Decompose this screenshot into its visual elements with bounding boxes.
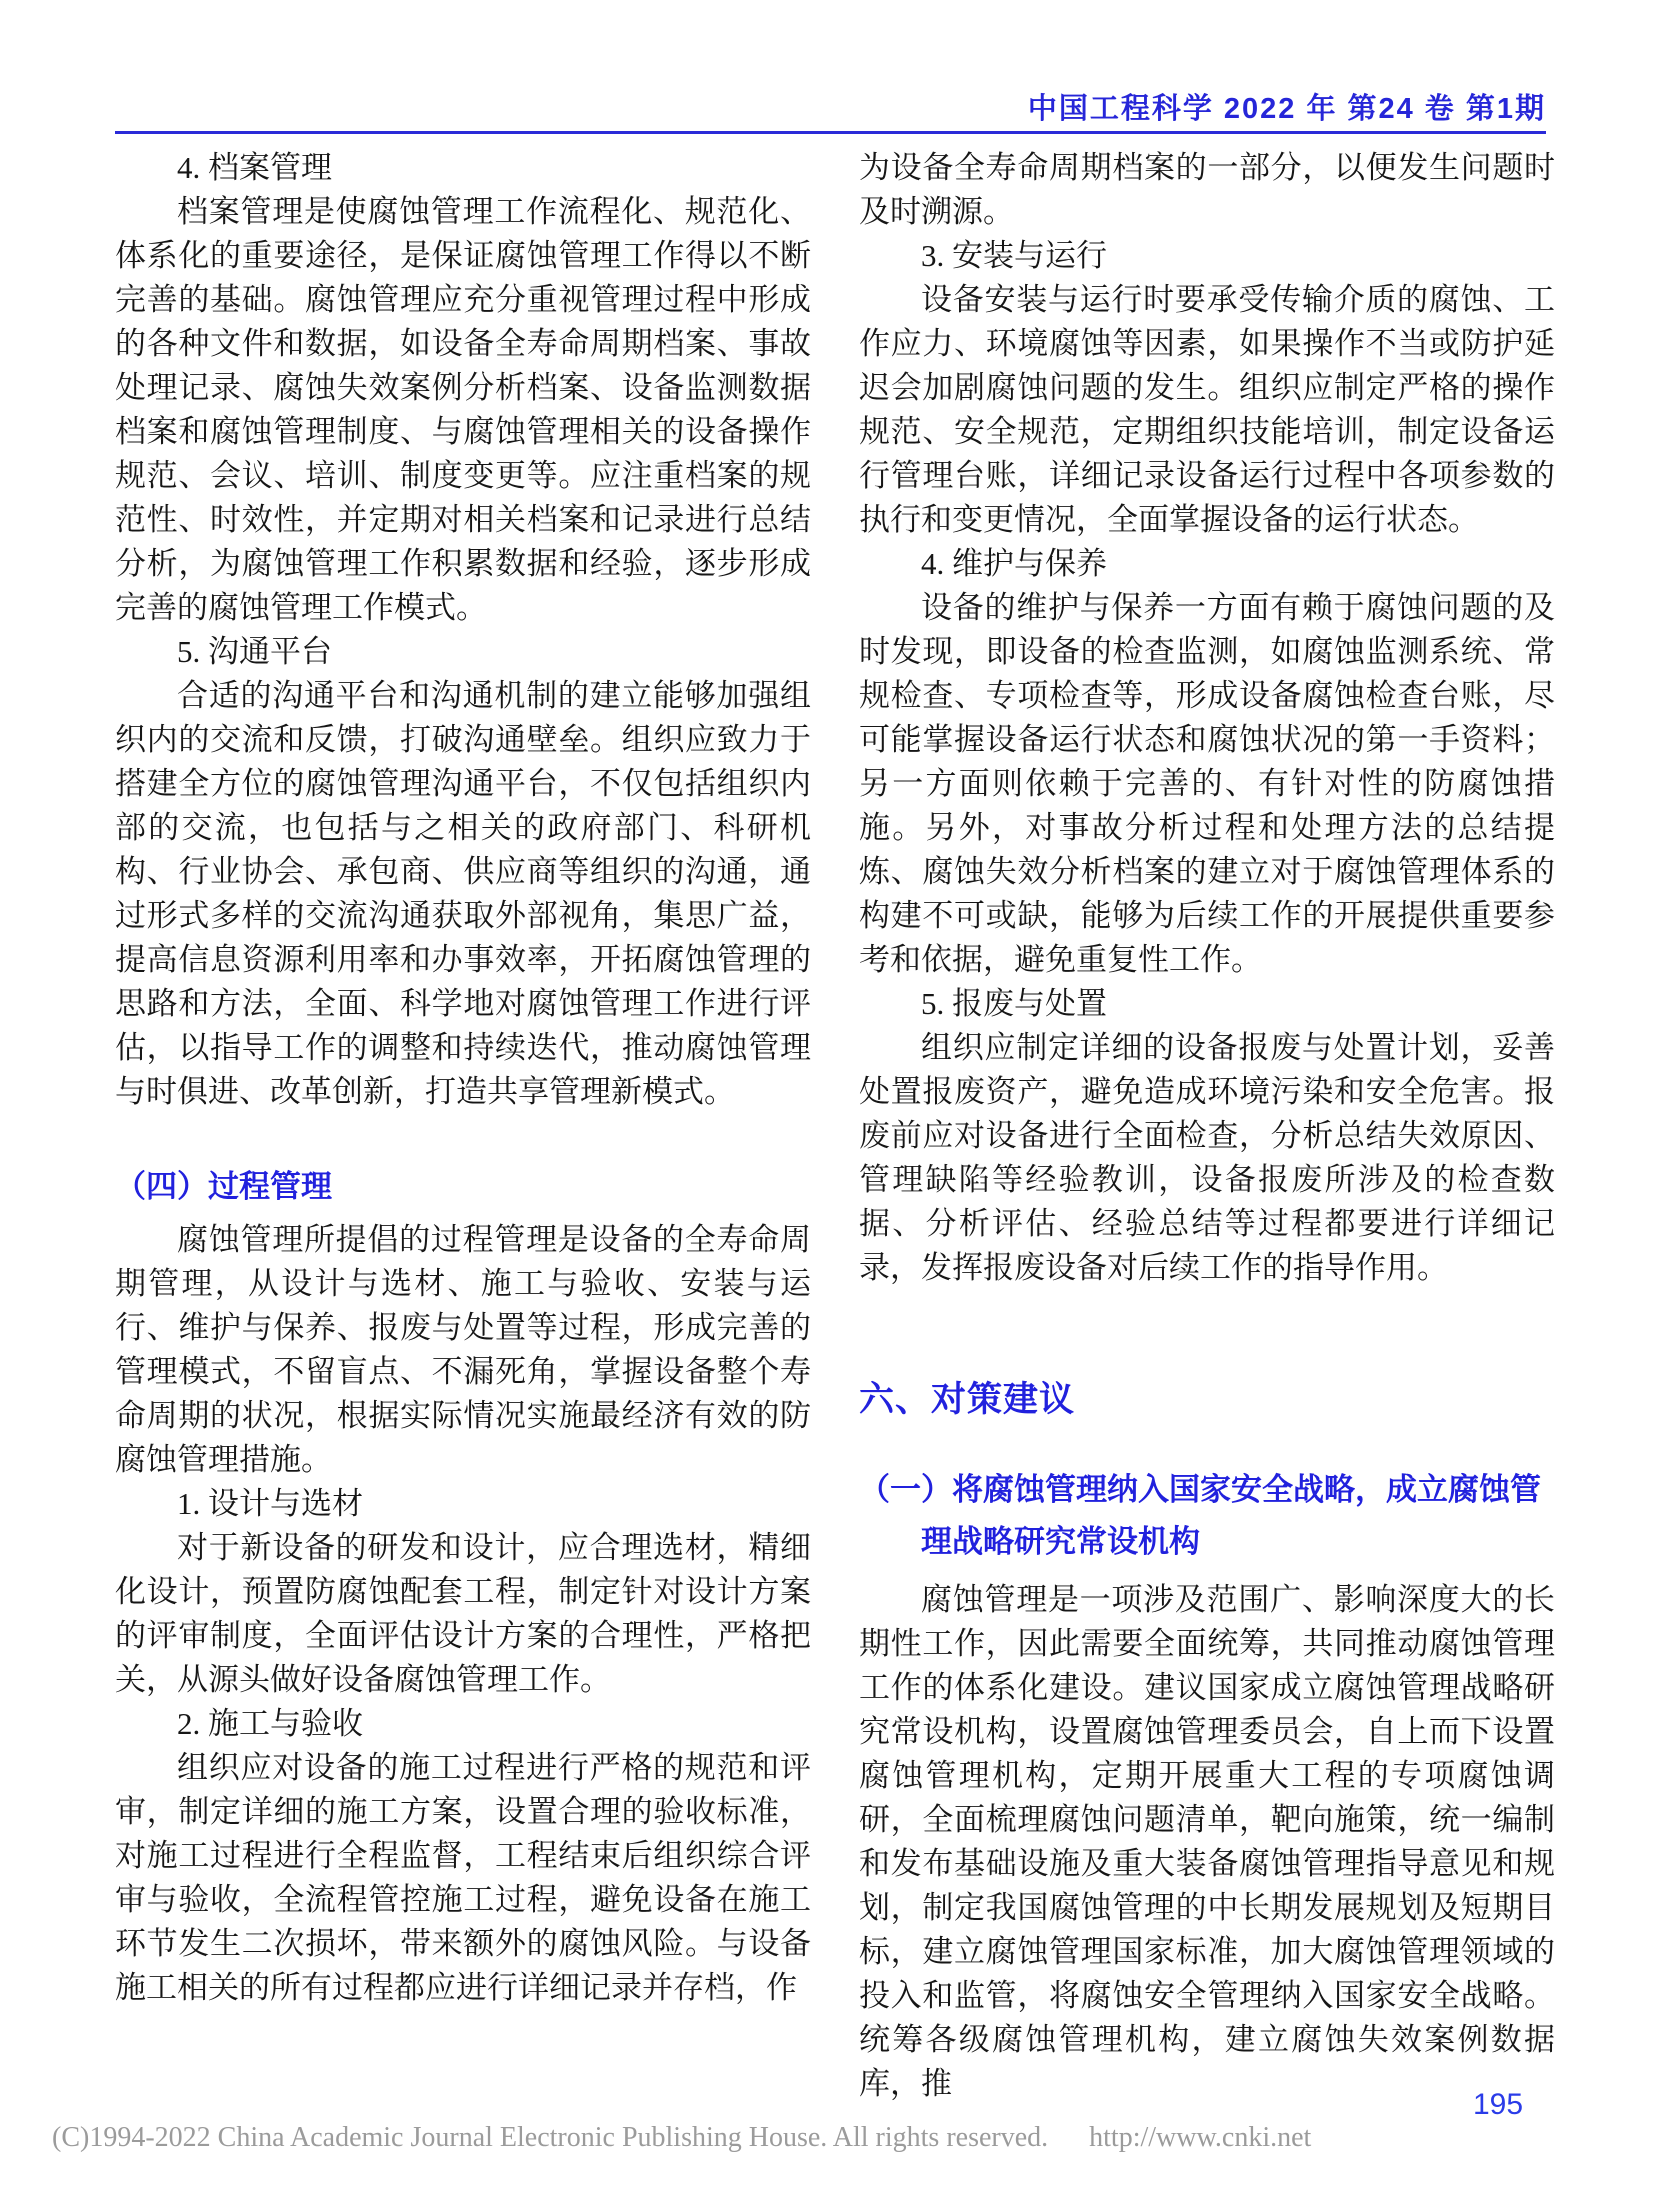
journal-header: 中国工程科学 2022 年 第24 卷 第1期	[1027, 93, 1546, 125]
heading-maintenance-care: 4. 维护与保养	[921, 546, 1107, 581]
right-column	[859, 146, 1555, 2106]
heading-section-six-countermeasures: 六、对策建议	[859, 1380, 1076, 1419]
heading-scrap-disposal: 5. 报废与处置	[921, 986, 1107, 1021]
left-column	[115, 146, 811, 2106]
heading-design-material: 1. 设计与选材	[177, 1486, 363, 1521]
paragraph-national-strategy: 腐蚀管理是一项涉及范围广、影响深度大的长期性工作，因此需要全面统筹，共同推动腐蚀管理工作的体系化建设。建议国家成立腐蚀管理战略研究常设机构，设置腐蚀管理委员会，自上而下设置腐蚀管理机构，定期开展重大工程的专项腐蚀调研，全面梳理腐蚀问题清单，靶向施策，统一编制和发布基础设施及重大装备腐蚀管理指导意见和规划，制定我国腐蚀管理的中长期发展规划及短期目标，建立腐蚀管理国家标准，加大腐蚀管理领域的投入和监管，将腐蚀安全管理纳入国家安全战略。统筹各级腐蚀管理机构，建立腐蚀失效案例数据库，推	[859, 1582, 1555, 2101]
paragraph-construction-acceptance: 组织应对设备的施工过程进行严格的规范和评审，制定详细的施工方案，设置合理的验收标准，对施工过程进行全程监督，工程结束后组织综合评审与验收，全流程管控施工过程，避免设备在施工环节发生二次损坏，带来额外的腐蚀风险。与设备施工相关的所有过程都应进行详细记录并存档，作	[115, 1750, 811, 2005]
cnki-url: http://www.cnki.net	[1089, 2122, 1312, 2153]
footer-copyright-line	[52, 2122, 1612, 2154]
heading-process-management: （四）过程管理	[115, 1169, 332, 1204]
heading-communication-platform: 5. 沟通平台	[177, 634, 332, 669]
header-rule	[115, 131, 1546, 134]
heading-subsection-one-national-strategy: （一）将腐蚀管理纳入国家安全战略，成立腐蚀管理战略研究常设机构	[859, 1472, 1541, 1559]
copyright-text: (C)1994-2022 China Academic Journal Electronic Publishing House. All rights reserved.	[52, 2122, 1049, 2153]
paragraph-maintenance-care: 设备的维护与保养一方面有赖于腐蚀问题的及时发现，即设备的检查监测，如腐蚀监测系统、常规检查、专项检查等，形成设备腐蚀检查台账，尽可能掌握设备运行状态和腐蚀状况的第一手资料；另一方面则依赖于完善的、有针对性的防腐蚀措施。另外，对事故分析过程和处理方法的总结提炼、腐蚀失效分析档案的建立对于腐蚀管理体系的构建不可或缺，能够为后续工作的开展提供重要参考和依据，避免重复性工作。	[859, 590, 1555, 977]
paragraph-design-material: 对于新设备的研发和设计，应合理选材，精细化设计，预置防腐蚀配套工程，制定针对设计方案的评审制度，全面评估设计方案的合理性，严格把关，从源头做好设备腐蚀管理工作。	[115, 1530, 811, 1697]
paragraph-construction-continued: 为设备全寿命周期档案的一部分，以便发生问题时及时溯源。	[859, 150, 1555, 229]
paragraph-archive-management: 档案管理是使腐蚀管理工作流程化、规范化、体系化的重要途径，是保证腐蚀管理工作得以不断完善的基础。腐蚀管理应充分重视管理过程中形成的各种文件和数据，如设备全寿命周期档案、事故处理记录、腐蚀失效案例分析档案、设备监测数据档案和腐蚀管理制度、与腐蚀管理相关的设备操作规范、会议、培训、制度变更等。应注重档案的规范性、时效性，并定期对相关档案和记录进行总结分析，为腐蚀管理工作积累数据和经验，逐步形成完善的腐蚀管理工作模式。	[115, 194, 811, 625]
paragraph-communication-platform: 合适的沟通平台和沟通机制的建立能够加强组织内的交流和反馈，打破沟通壁垒。组织应致力于搭建全方位的腐蚀管理沟通平台，不仅包括组织内部的交流，也包括与之相关的政府部门、科研机构、行业协会、承包商、供应商等组织的沟通，通过形式多样的交流沟通获取外部视角，集思广益，提高信息资源利用率和办事效率，开拓腐蚀管理的思路和方法，全面、科学地对腐蚀管理工作进行评估，以指导工作的调整和持续迭代，推动腐蚀管理与时俱进、改革创新，打造共享管理新模式。	[115, 678, 811, 1109]
page-number: 195	[1473, 2088, 1524, 2121]
page-content	[115, 146, 1555, 2106]
heading-construction-acceptance: 2. 施工与验收	[177, 1706, 363, 1741]
paragraph-scrap-disposal: 组织应制定详细的设备报废与处置计划，妥善处置报废资产，避免造成环境污染和安全危害。报废前应对设备进行全面检查，分析总结失效原因、管理缺陷等经验教训，设备报废所涉及的检查数据、分析评估、经验总结等过程都要进行详细记录，发挥报废设备对后续工作的指导作用。	[859, 1030, 1555, 1285]
paragraph-process-management: 腐蚀管理所提倡的过程管理是设备的全寿命周期管理，从设计与选材、施工与验收、安装与运行、维护与保养、报废与处置等过程，形成完善的管理模式，不留盲点、不漏死角，掌握设备整个寿命周期的状况，根据实际情况实施最经济有效的防腐蚀管理措施。	[115, 1222, 811, 1477]
heading-installation-operation: 3. 安装与运行	[921, 238, 1107, 273]
paragraph-installation-operation: 设备安装与运行时要承受传输介质的腐蚀、工作应力、环境腐蚀等因素，如果操作不当或防护延迟会加剧腐蚀问题的发生。组织应制定严格的操作规范、安全规范，定期组织技能培训，制定设备运行管理台账，详细记录设备运行过程中各项参数的执行和变更情况，全面掌握设备的运行状态。	[859, 282, 1555, 537]
heading-archive-management: 4. 档案管理	[177, 150, 332, 185]
